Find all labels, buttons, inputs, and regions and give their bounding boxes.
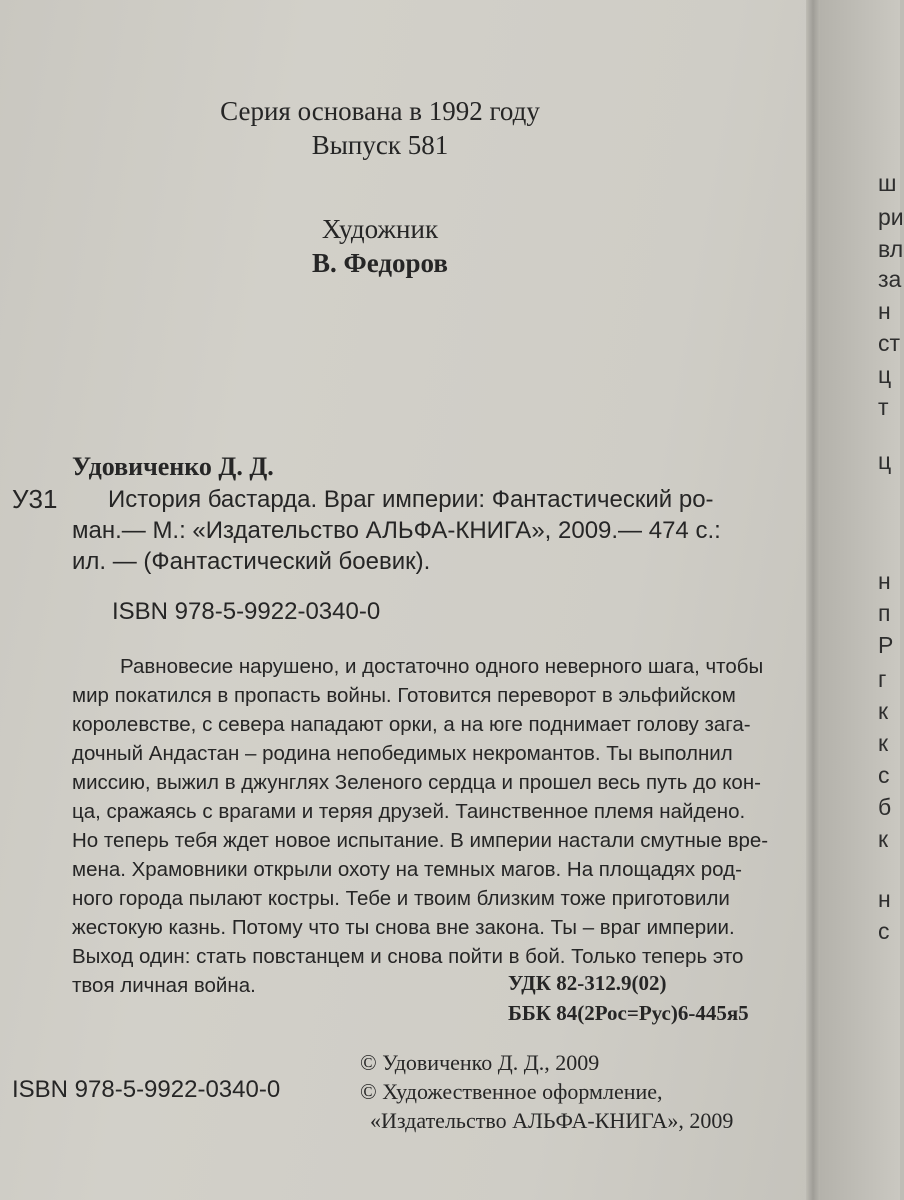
annotation-line: дочный Андастан – родина непобедимых некромантов. Ты выполнил [72,742,733,765]
annotation-line: Выход один: стать повстанцем и снова пойти в бой. Только теперь это [72,945,744,968]
annotation [72,652,772,1000]
next-page-fragment: Р [878,632,894,658]
next-page-fragment: п [878,600,891,626]
next-page-fragment: вл [878,236,904,262]
annotation-line: мир покатился в пропасть войны. Готовится переворот в эльфийском [72,684,736,707]
annotation-line: миссию, выжил в джунглях Зеленого сердца и прошел весь путь до кон- [72,771,761,794]
annotation-line: ца, сражаясь с врагами и теряя друзей. Таинственное племя найдено. [72,800,746,823]
next-page-fragment: ц [878,362,892,388]
next-page-fragment: н [878,298,891,324]
next-page-fragment: т [878,394,889,420]
bbk-code: ББК 84(2Рос=Рус)6-445я5 [508,1001,749,1025]
catalog-description [72,484,762,577]
catalog-line: ман.— М.: «Издательство АЛЬФА-КНИГА», 2009.— 474 с.: [72,517,721,544]
next-page-fragment: с [878,918,890,944]
catalog-author: Удовиченко Д. Д. [72,452,274,481]
next-page-fragment: б [878,794,892,820]
next-page-fragment: к [878,730,889,756]
next-page-fragment: с [878,762,890,788]
next-page-fragment: н [878,568,891,594]
artist-name: В. Федоров [312,248,448,278]
next-page-fragment: н [878,886,891,912]
catalog-isbn: ISBN 978-5-9922-0340-0 [112,598,381,625]
next-page-fragment: ст [878,330,901,356]
copyright-line: © Художественное оформление, [360,1079,663,1104]
bottom-isbn: ISBN 978-5-9922-0340-0 [12,1076,281,1103]
next-page-fragment: ш [878,170,897,196]
copyright-block [360,1048,733,1135]
copyright-line: © Удовиченко Д. Д., 2009 [360,1050,600,1075]
copyright-line: «Издательство АЛЬФА-КНИГА», 2009 [370,1108,734,1133]
annotation-line: жестокую казнь. Потому что ты снова вне закона. Ты – враг империи. [72,916,735,939]
next-page-fragment: к [878,826,889,852]
book-gutter [806,0,820,1200]
next-page-fragment: ри [878,204,904,230]
catalog-code: У31 [12,484,58,514]
catalog-line: История бастарда. Враг империи: Фантастический ро- [108,486,714,513]
annotation-line: королевстве, с севера нападают орки, а на юге поднимает голову зага- [72,713,751,736]
next-page-fragment: ц [878,448,892,474]
annotation-line: твоя личная война. [72,974,256,997]
catalog-line: ил. — (Фантастический боевик). [72,548,431,575]
udk-code: УДК 82-312.9(02) [508,971,667,995]
annotation-line: Равновесие нарушено, и достаточно одного неверного шага, чтобы [120,655,764,678]
series-founded: Серия основана в 1992 году [220,96,540,126]
annotation-line: ного города пылают костры. Тебе и твоим близким тоже приготовили [72,887,730,910]
issue-number: Выпуск 581 [311,130,449,160]
next-page-fragment: г [878,666,887,692]
next-page-fragment: к [878,698,889,724]
annotation-line: мена. Храмовники открыли охоту на темных магов. На площадях род- [72,858,742,881]
next-page-fragment: за [878,266,902,292]
classification-codes [508,968,749,1028]
annotation-line: Но теперь тебя ждет новое испытание. В империи настали смутные вре- [72,829,769,852]
next-page-edge [820,0,904,1200]
artist-label: Художник [321,214,439,244]
